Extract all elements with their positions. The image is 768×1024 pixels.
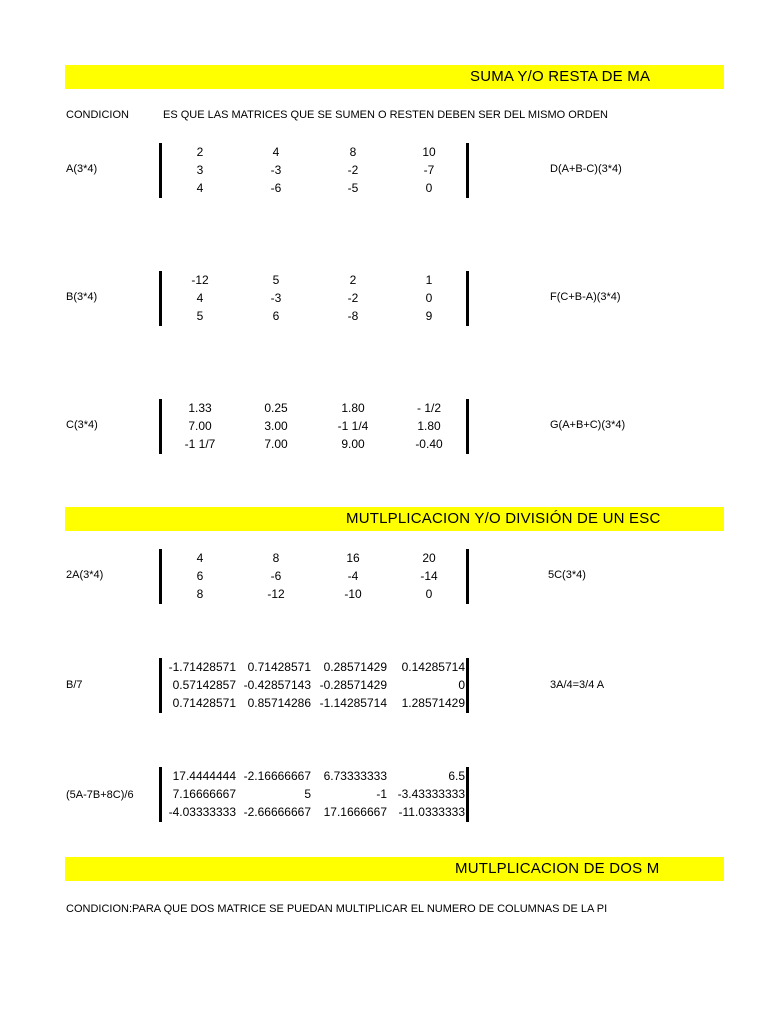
matrix-cell: 4 (272, 145, 280, 159)
matrix-cell: 6 (196, 569, 204, 583)
matrix-2a-row (163, 551, 468, 569)
matrix-a-row (163, 163, 468, 181)
matrix-cell: 0.25 (264, 401, 288, 415)
matrix-b7-label: B/7 (66, 679, 83, 691)
matrix-b-result-label: F(C+B-A)(3*4) (550, 291, 621, 303)
matrix-b7-left-bracket (159, 658, 162, 713)
condition-text: ES QUE LAS MATRICES QUE SE SUMEN O RESTEN DEBEN SER DEL MISMO ORDEN (163, 109, 608, 121)
matrix-combo-label: (5A-7B+8C)/6 (66, 789, 134, 801)
matrix-cell: - 1/2 (416, 401, 441, 415)
matrix-cell: 9 (425, 309, 433, 323)
matrix-combo-row (163, 769, 468, 787)
matrix-c-row (163, 437, 468, 455)
matrix-cell: -2.16666667 (243, 769, 311, 783)
matrix-cell: 0.71428571 (172, 696, 236, 710)
matrix-b7-row (163, 696, 468, 714)
matrix-cell: 6.5 (448, 769, 465, 783)
banner-sum-text: SUMA Y/O RESTA DE MA (470, 68, 651, 85)
matrix-cell: 5 (272, 273, 280, 287)
matrix-b7-row (163, 678, 468, 696)
condition-multiply-text: CONDICION:PARA QUE DOS MATRICE SE PUEDAN MULTIPLICAR EL NUMERO DE COLUMNAS DE LA PI (66, 903, 608, 915)
matrix-cell: 17.1666667 (323, 805, 387, 819)
matrix-cell: 2 (349, 273, 357, 287)
matrix-cell: 2 (196, 145, 204, 159)
matrix-cell: -3 (270, 291, 282, 305)
matrix-2a-row (163, 569, 468, 587)
matrix-cell: -1 (376, 787, 387, 801)
banner-mult (65, 857, 724, 881)
matrix-cell: -0.40 (415, 437, 443, 451)
matrix-cell: 6.73333333 (323, 769, 387, 783)
matrix-cell: -5 (347, 181, 359, 195)
matrix-cell: 10 (422, 145, 436, 159)
matrix-cell: 17.4444444 (172, 769, 236, 783)
condition-label: CONDICION (66, 109, 129, 121)
matrix-a-row (163, 145, 468, 163)
matrix-c-result-label: G(A+B+C)(3*4) (550, 419, 626, 431)
matrix-b7-row (163, 660, 468, 678)
matrix-cell: 1.80 (341, 401, 365, 415)
matrix-cell: 0.28571429 (323, 660, 387, 674)
matrix-cell: -7 (423, 163, 435, 177)
matrix-b-row (163, 309, 468, 327)
matrix-cell: -4 (347, 569, 359, 583)
matrix-cell: 16 (346, 551, 360, 565)
matrix-cell: -12 (267, 587, 285, 601)
matrix-cell: 4 (196, 551, 204, 565)
matrix-cell: -3 (270, 163, 282, 177)
matrix-c-label: C(3*4) (66, 419, 98, 431)
matrix-cell: 20 (422, 551, 436, 565)
matrix-cell: 0 (458, 678, 465, 692)
matrix-cell: 7.00 (188, 419, 212, 433)
matrix-cell: -1 1/7 (184, 437, 216, 451)
banner-scalar-text: MUTLPLICACION Y/O DIVISIÓN DE UN ESC (346, 510, 661, 527)
matrix-b-row (163, 273, 468, 291)
banner-sum (65, 65, 724, 89)
matrix-cell: -6 (270, 569, 282, 583)
matrix-cell: -2.66666667 (243, 805, 311, 819)
matrix-cell: -4.03333333 (168, 805, 236, 819)
matrix-cell: 3 (196, 163, 204, 177)
matrix-cell: 0.14285714 (401, 660, 465, 674)
matrix-cell: 7.16666667 (172, 787, 236, 801)
matrix-cell: 8 (272, 551, 280, 565)
matrix-cell: -1.14285714 (319, 696, 387, 710)
matrix-cell: 0.57142857 (172, 678, 236, 692)
matrix-cell: 5 (304, 787, 311, 801)
matrix-a-result-label: D(A+B-C)(3*4) (550, 163, 622, 175)
matrix-cell: -0.42857143 (243, 678, 311, 692)
matrix-cell: -10 (344, 587, 362, 601)
matrix-cell: -14 (420, 569, 438, 583)
matrix-cell: 1.33 (188, 401, 212, 415)
matrix-cell: 3.00 (264, 419, 288, 433)
matrix-cell: 8 (349, 145, 357, 159)
matrix-cell: -0.28571429 (319, 678, 387, 692)
matrix-combo-row (163, 787, 468, 805)
matrix-2a-result-label: 5C(3*4) (548, 569, 586, 581)
matrix-cell: 1.80 (417, 419, 441, 433)
matrix-cell: 0.85714286 (247, 696, 311, 710)
matrix-cell: 0 (425, 587, 433, 601)
matrix-c-row (163, 401, 468, 419)
matrix-cell: 0 (425, 181, 433, 195)
matrix-cell: 0.71428571 (247, 660, 311, 674)
matrix-cell: 4 (196, 291, 204, 305)
matrix-cell: 5 (196, 309, 204, 323)
matrix-cell: 9.00 (341, 437, 365, 451)
matrix-cell: 7.00 (264, 437, 288, 451)
matrix-cell: 1 (425, 273, 433, 287)
matrix-cell: -8 (347, 309, 359, 323)
matrix-cell: -11.0333333 (398, 805, 465, 819)
matrix-cell: -1.71428571 (168, 660, 236, 674)
matrix-combo-row (163, 805, 468, 823)
matrix-b-label: B(3*4) (66, 291, 98, 303)
matrix-b7-result-label: 3A/4=3/4 A (550, 679, 605, 691)
matrix-cell: -2 (347, 163, 359, 177)
matrix-combo-left-bracket (159, 767, 162, 822)
matrix-cell: -6 (270, 181, 282, 195)
matrix-cell: -12 (191, 273, 209, 287)
matrix-a-label: A(3*4) (66, 163, 98, 175)
matrix-a-row (163, 181, 468, 199)
matrix-cell: 0 (425, 291, 433, 305)
matrix-cell: 1.28571429 (401, 696, 465, 710)
matrix-c-row (163, 419, 468, 437)
banner-mult-text: MUTLPLICACION DE DOS M (455, 860, 660, 877)
matrix-2a-label: 2A(3*4) (66, 569, 104, 581)
matrix-cell: -3.43333333 (397, 787, 465, 801)
matrix-cell: 8 (196, 587, 204, 601)
matrix-cell: -1 1/4 (337, 419, 369, 433)
matrix-cell: 4 (196, 181, 204, 195)
matrix-cell: -2 (347, 291, 359, 305)
matrix-cell: 6 (272, 309, 280, 323)
banner-scalar (65, 507, 724, 531)
matrix-2a-row (163, 587, 468, 605)
matrix-b-row (163, 291, 468, 309)
